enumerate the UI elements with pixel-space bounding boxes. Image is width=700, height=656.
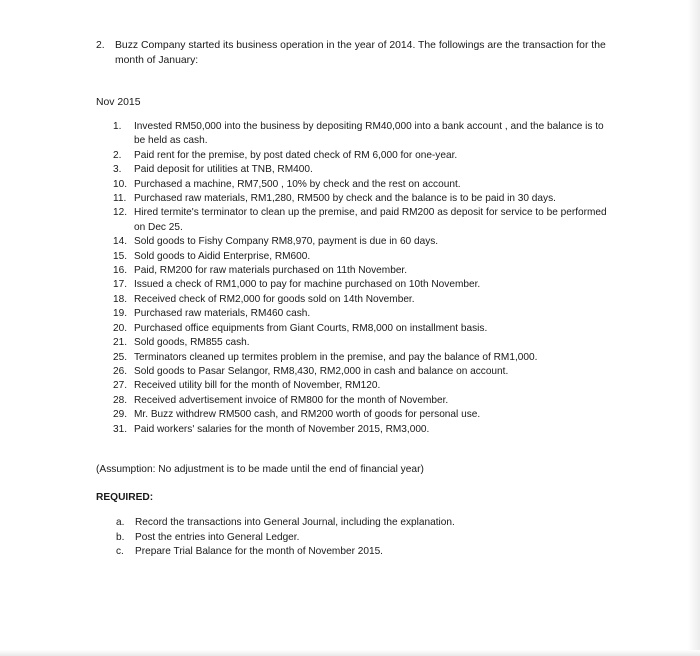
- transaction-item-number: 25.: [113, 351, 128, 363]
- transaction-item: [113, 423, 613, 437]
- transaction-item-number: 28.: [113, 394, 128, 406]
- transaction-item-text: Purchased a machine, RM7,500 , 10% by check and the rest on account.: [134, 178, 461, 190]
- transaction-item-number: 19.: [113, 308, 128, 320]
- transaction-item: [113, 120, 613, 149]
- transaction-item: [113, 351, 613, 365]
- transaction-item-number: 21.: [113, 337, 128, 349]
- transaction-item: [113, 192, 613, 206]
- transaction-item: [113, 336, 613, 350]
- transaction-item-number: 10.: [113, 178, 128, 190]
- transaction-item-number: 16.: [113, 265, 128, 277]
- transaction-item-number: 20.: [113, 322, 128, 334]
- requirement-item-number: c.: [116, 546, 124, 558]
- transaction-item-number: 15.: [113, 250, 128, 262]
- transaction-item-number: 12.: [113, 207, 128, 219]
- transaction-item-text: Received utility bill for the month of November, RM120.: [134, 380, 381, 392]
- requirement-item: [116, 531, 596, 546]
- requirement-item: [116, 516, 596, 531]
- assumption-note: (Assumption: No adjustment is to be made until the end of financial year): [96, 464, 424, 475]
- requirement-item-text: Prepare Trial Balance for the month of November 2015.: [135, 546, 383, 558]
- requirement-item-text: Record the transactions into General Journal, including the explanation.: [135, 517, 455, 528]
- transaction-item: [113, 149, 613, 163]
- transaction-item-number: 11.: [113, 193, 127, 205]
- transaction-item-text: Hired termite's terminator to clean up the premise, and paid RM200 as deposit for service to be performed on Dec 25.: [134, 207, 607, 233]
- transaction-item: [113, 307, 613, 321]
- transaction-item: [113, 394, 613, 408]
- transaction-list: [113, 120, 613, 437]
- transaction-item-text: Mr. Buzz withdrew RM500 cash, and RM200 worth of goods for personal use.: [134, 409, 481, 421]
- transaction-item: [113, 163, 613, 177]
- transaction-item-number: 27.: [113, 380, 128, 392]
- transaction-item-text: Paid deposit for utilities at TNB, RM400.: [134, 164, 313, 176]
- period-label: Nov 2015: [96, 97, 141, 108]
- transaction-item-text: Sold goods to Fishy Company RM8,970, payment is due in 60 days.: [134, 236, 439, 248]
- transaction-item: [113, 250, 613, 264]
- transaction-item-text: Issued a check of RM1,000 to pay for machine purchased on 10th November.: [134, 279, 481, 291]
- transaction-item-text: Sold goods, RM855 cash.: [134, 337, 250, 349]
- requirement-list: [116, 516, 596, 560]
- requirement-item-text: Post the entries into General Ledger.: [135, 531, 300, 543]
- transaction-item-text: Purchased raw materials, RM460 cash.: [134, 308, 311, 320]
- required-heading: REQUIRED:: [96, 492, 154, 503]
- transaction-item: [113, 235, 613, 249]
- transaction-item-number: 18.: [113, 293, 128, 305]
- transaction-item-number: 1.: [113, 121, 122, 132]
- transaction-item: [113, 278, 613, 292]
- transaction-item-text: Invested RM50,000 into the business by depositing RM40,000 into a bank account , and the balance is to be held as cash.: [134, 121, 604, 147]
- transaction-item-number: 31.: [113, 423, 128, 435]
- transaction-item: [113, 178, 613, 192]
- transaction-item: [113, 408, 613, 422]
- transaction-item-number: 2.: [113, 149, 122, 161]
- transaction-item: [113, 293, 613, 307]
- transaction-item-text: Sold goods to Aidid Enterprise, RM600.: [134, 250, 311, 262]
- requirement-item: [116, 545, 596, 560]
- transaction-item: [113, 322, 613, 336]
- requirement-item-number: b.: [116, 531, 125, 543]
- transaction-item-number: 26.: [113, 365, 128, 377]
- transaction-item-text: Received advertisement invoice of RM800 for the month of November.: [134, 394, 449, 406]
- transaction-item-number: 3.: [113, 164, 122, 176]
- question-number: 2.: [96, 40, 105, 51]
- transaction-item-text: Sold goods to Pasar Selangor, RM8,430, RM2,000 in cash and balance on account.: [134, 365, 509, 377]
- transaction-item-text: Paid rent for the premise, by post dated check of RM 6,000 for one-year.: [134, 149, 458, 161]
- transaction-item-text: Purchased raw materials, RM1,280, RM500 by check and the balance is to be paid in 30 days.: [134, 193, 556, 205]
- requirement-item-number: a.: [116, 517, 125, 528]
- transaction-item: [113, 206, 613, 235]
- transaction-item-number: 14.: [113, 236, 128, 248]
- transaction-item-text: Terminators cleaned up termites problem in the premise, and pay the balance of RM1,000.: [134, 351, 538, 363]
- question-heading: [96, 39, 616, 68]
- transaction-item: [113, 264, 613, 278]
- transaction-item-text: Paid workers' salaries for the month of November 2015, RM3,000.: [134, 423, 430, 435]
- page-bottom-shadow: [0, 650, 700, 656]
- page-edge-shadow: [688, 0, 700, 656]
- transaction-item-text: Paid, RM200 for raw materials purchased on 11th November.: [134, 265, 408, 277]
- transaction-item-text: Purchased office equipments from Giant Courts, RM8,000 on installment basis.: [134, 322, 488, 334]
- transaction-item: [113, 379, 613, 393]
- transaction-item-number: 29.: [113, 409, 128, 421]
- transaction-item-number: 17.: [113, 279, 128, 291]
- question-text: Buzz Company started its business operation in the year of 2014. The followings are the transaction for the month of January:: [115, 40, 606, 66]
- transaction-item: [113, 365, 613, 379]
- transaction-item-text: Received check of RM2,000 for goods sold on 14th November.: [134, 293, 415, 305]
